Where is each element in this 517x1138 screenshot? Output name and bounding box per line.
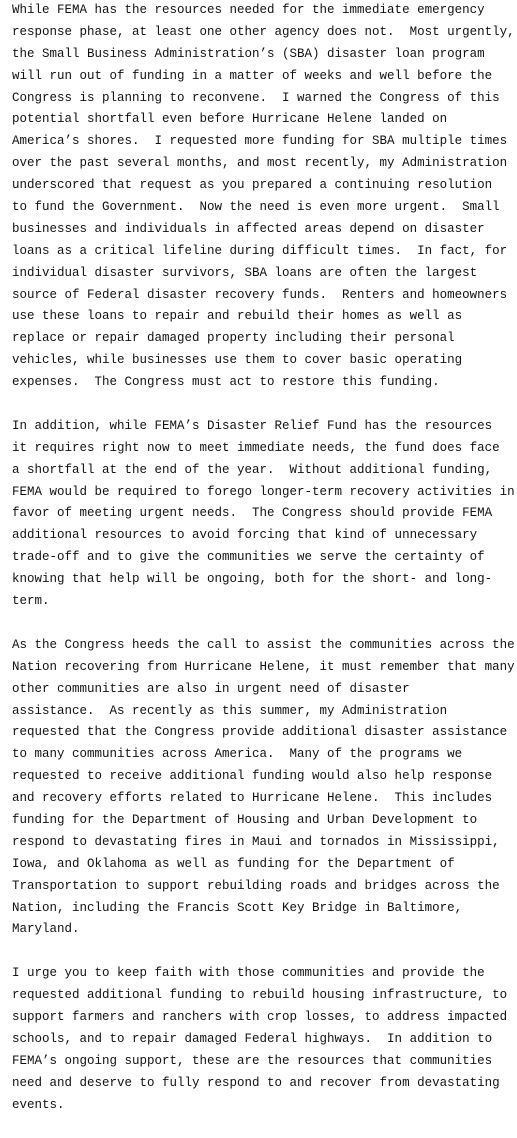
text-line: Iowa, and Oklahoma as well as funding for the Department of [12,856,455,871]
text-line: schools, and to repair damaged Federal highways. In addition to [12,1031,493,1046]
text-line: businesses and individuals in affected areas depend on disaster [12,221,485,236]
text-line: I urge you to keep faith with those communities and provide the [12,966,485,981]
text-line: expenses. The Congress must act to restore this funding. [12,375,440,390]
text-line: to fund the Government. Now the need is even more urgent. Small [12,200,500,215]
text-line: to many communities across America. Many of the programs we [12,747,463,762]
text-line: the Small Business Administration’s (SBA) disaster loan program [12,46,485,61]
text-line: additional resources to avoid forcing that kind of unnecessary [12,528,478,543]
text-line: response phase, at least one other agency does not. Most urgently, [12,24,515,39]
text-line: In addition, while FEMA’s Disaster Relief Fund has the resources [12,418,493,433]
paragraph-urge-funding [12,963,517,1116]
text-line: and recovery efforts related to Hurricane Helene. This includes [12,791,493,806]
text-line: it requires right now to meet immediate needs, the fund does face [12,440,500,455]
paragraph-fema-relief-fund [12,416,517,613]
text-line: Maryland. [12,922,80,937]
document-body [12,0,517,1138]
text-line: replace or repair damaged property including their personal [12,331,455,346]
text-line: requested to receive additional funding would also help response [12,769,493,784]
text-line: knowing that help will be ongoing, both for the short- and long- [12,572,493,587]
text-line: will run out of funding in a matter of weeks and well before the [12,68,493,83]
text-line: other communities are also in urgent need of disaster [12,681,410,696]
text-line: a shortfall at the end of the year. Without additional funding, [12,462,493,477]
text-line: Congress is planning to reconvene. I warned the Congress of this [12,90,500,105]
text-line: favor of meeting urgent needs. The Congress should provide FEMA [12,506,493,521]
text-line: vehicles, while businesses use them to cover basic operating [12,353,463,368]
text-line: potential shortfall even before Hurricane Helene landed on [12,112,448,127]
text-line: funding for the Department of Housing and Urban Development to [12,812,478,827]
text-line: support farmers and ranchers with crop losses, to address impacted [12,1009,508,1024]
text-line: individual disaster survivors, SBA loans are often the largest [12,265,478,280]
text-line: America’s shores. I requested more funding for SBA multiple times [12,134,508,149]
text-line: FEMA would be required to forego longer-term recovery activities in [12,484,515,499]
text-line: events. [12,1097,65,1112]
text-line: trade-off and to give the communities we serve the certainty of [12,550,485,565]
paragraph-other-communities [12,635,517,941]
text-line: While FEMA has the resources needed for the immediate emergency [12,3,485,17]
text-line: Nation, including the Francis Scott Key Bridge in Baltimore, [12,900,463,915]
text-line: Nation recovering from Hurricane Helene, it must remember that many [12,659,515,674]
text-line: use these loans to repair and rebuild their homes as well as [12,309,463,324]
text-line: requested that the Congress provide additional disaster assistance [12,725,508,740]
text-line: loans as a critical lifeline during difficult times. In fact, for [12,243,508,258]
paragraph-sba-funding [12,0,517,394]
text-line: source of Federal disaster recovery funds. Renters and homeowners [12,287,508,302]
text-line: FEMA’s ongoing support, these are the resources that communities [12,1053,493,1068]
text-line: over the past several months, and most recently, my Administration [12,156,508,171]
text-line: Transportation to support rebuilding roads and bridges across the [12,878,500,893]
text-line: requested additional funding to rebuild housing infrastructure, to [12,988,508,1003]
text-line: need and deserve to fully respond to and recover from devastating [12,1075,500,1090]
text-line: assistance. As recently as this summer, my Administration [12,703,448,718]
text-line: As the Congress heeds the call to assist the communities across the [12,637,515,652]
text-line: term. [12,594,50,609]
text-line: underscored that request as you prepared a continuing resolution [12,178,493,193]
text-line: respond to devastating fires in Maui and tornados in Mississippi, [12,834,500,849]
